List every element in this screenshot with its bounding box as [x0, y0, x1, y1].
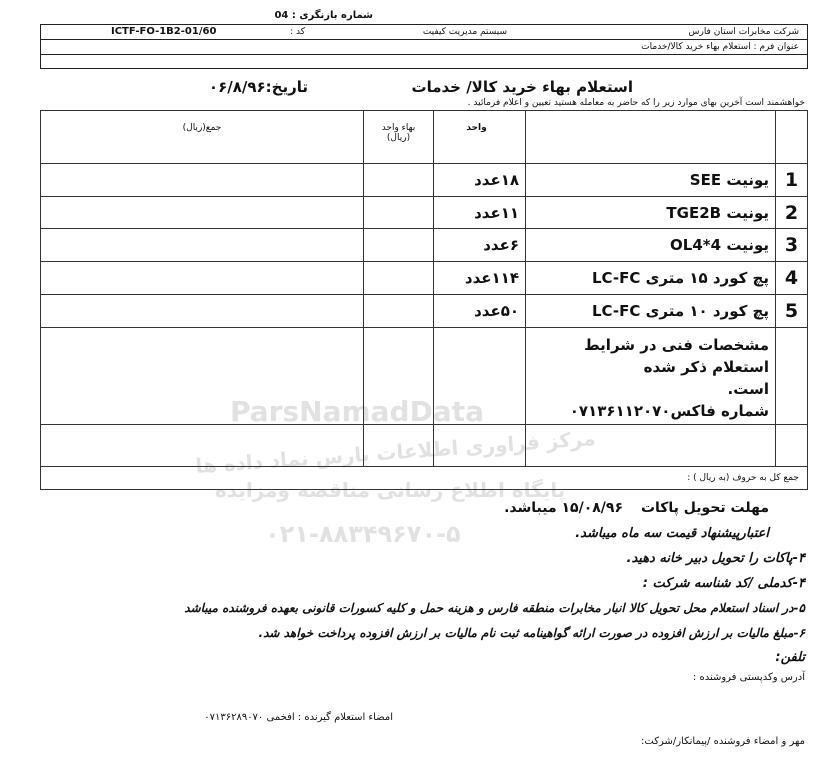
- form-header-box: [40, 24, 808, 69]
- condition-costs: ۵-در اسناد استعلام محل تحویل کالا انبار مخابرات منطقه فارس و هزینه حمل و کلیه کسورات قانونی بعهده فروشنده میباشد: [184, 601, 805, 615]
- condition-delivery: ۴-پاکات را تحویل دبیر خانه دهید.: [626, 551, 805, 566]
- table-header-row: [41, 111, 808, 164]
- registration-number: شماره بازنگری : 04: [274, 10, 373, 21]
- table-row: 5 پچ کورد ۱۰ متری LC-FC ۵۰عدد: [41, 294, 808, 327]
- phone-label: تلفن:: [775, 650, 805, 665]
- total-header: جمع(ریال): [41, 111, 364, 164]
- watermark-line1: مرکز فراوری اطلاعات پارس نماد داده ها: [194, 426, 597, 478]
- table-row: 3 یونیت 4*OL4 ۶عدد: [41, 229, 808, 262]
- condition-vat: ۶-مبلغ مالیات بر ارزش افزوده در صورت ارائه گواهینامه ثبت نام مالیات بر ارزش افزوده پرداخت خواهد شد.: [258, 626, 805, 640]
- deadline-label: مهلت تحویل پاکات: [640, 500, 769, 516]
- table-row: 1 یونیت SEE ۱۸عدد: [41, 164, 808, 197]
- form-code: ICTF-FO-1B2-01/60: [111, 26, 217, 37]
- items-table: [40, 110, 808, 490]
- quality-system: سیستم مدیریت کیفیت: [422, 27, 507, 37]
- specs-note-end: است.: [727, 379, 769, 398]
- company-name: شرکت مخابرات استان فارس: [688, 27, 799, 37]
- inquiry-date: تاریخ:۰۶/۸/۹۶: [208, 78, 308, 96]
- specs-note: مشخصات فنی در شرایط استعلام ذکر شده: [584, 335, 769, 376]
- seller-signature: مهر و امضاء فروشنده /پیمانکار/شرکت:: [641, 736, 805, 747]
- table-row: 2 یونیت TGE2B ۱۱عدد: [41, 196, 808, 229]
- table-row: 4 پچ کورد ۱۵ متری LC-FC ۱۱۴عدد: [41, 262, 808, 295]
- form-title: عنوان فرم : استعلام بهاء خرید کالا/خدمات: [641, 42, 799, 52]
- code-label: کد :: [290, 27, 305, 37]
- intro-text: خواهشمند است آخرین بهای موارد زیر را که حاضر به معامله هستید تعیین و اعلام فرمائید .: [467, 98, 805, 108]
- deadline-value: ۱۵/۰۸/۹۶ میباشد.: [504, 500, 623, 516]
- unit-price-header: بهاء واحد (ریال): [364, 111, 434, 164]
- page-title: استعلام بهاء خرید کالا/ خدمات: [411, 78, 633, 96]
- receiver-signature: امضاء استعلام گیرنده : افخمی ۰۷۱۳۶۲۸۹۰۷۰: [204, 712, 393, 723]
- watermark-brand: ParsNamadData: [230, 395, 484, 428]
- condition-national-id: ۴-کدملی /کد شناسه شرکت :: [642, 576, 805, 591]
- unit-header: واحد: [434, 111, 526, 164]
- watermark-phone: ۰۲۱-۸۸۳۴۹۶۷۰-۵: [265, 520, 461, 548]
- fax-number: شماره فاکس۰۷۱۳۶۱۱۲۰۷۰: [569, 401, 769, 420]
- watermark-line2: پایگاه اطلاع رسانی مناقصه ومزایده: [215, 478, 566, 502]
- address-label: آدرس وکدپستی فروشنده :: [692, 672, 805, 683]
- total-in-words-label: جمع کل به حروف (به ریال ) :: [41, 467, 808, 490]
- condition-validity: اعتبارپیشنهاد قیمت سه ماه میباشد.: [575, 526, 769, 541]
